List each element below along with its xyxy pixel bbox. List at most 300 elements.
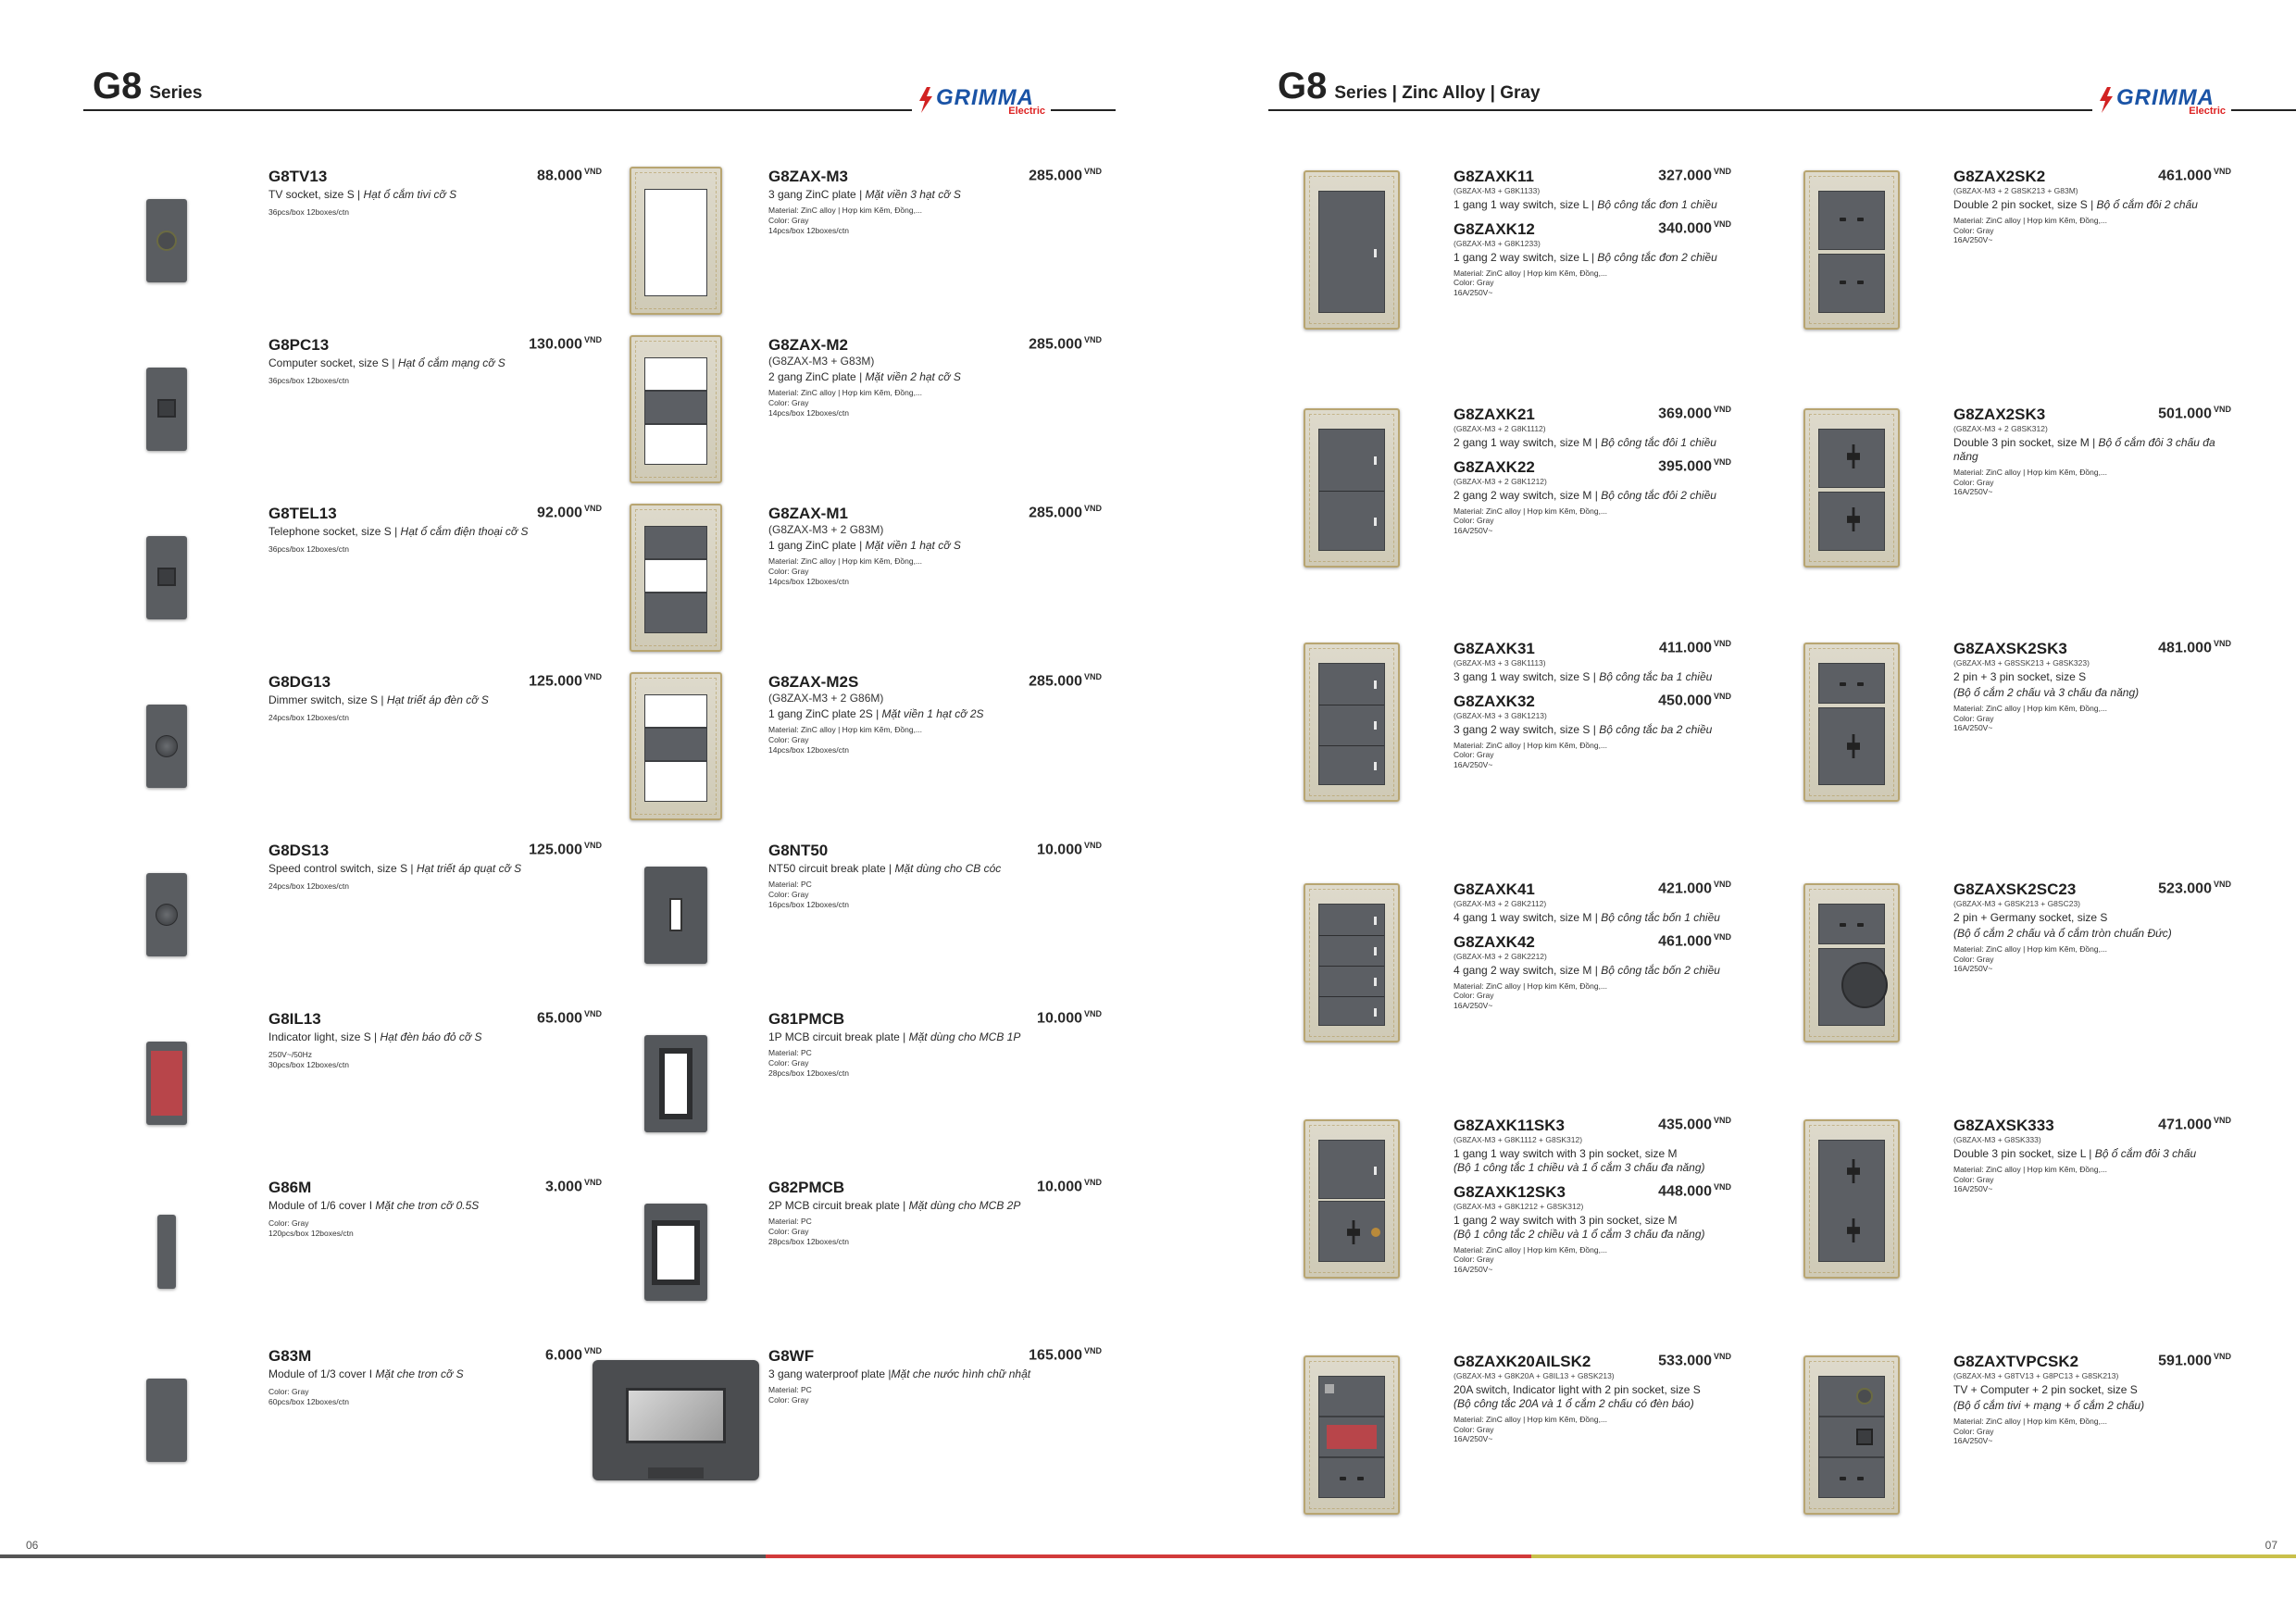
product-info xyxy=(1953,639,2231,733)
product-variant xyxy=(1454,457,1731,503)
description-vi: Bộ công tắc đôi 2 chiều xyxy=(1601,488,1716,502)
product-item xyxy=(574,504,1102,652)
pin xyxy=(1840,281,1846,284)
product-title-row xyxy=(1953,167,2231,186)
product-spec: Material: ZinC alloy | Hợp kim Kẽm, Đồng,... Color: Gray 16A/250V~ xyxy=(1953,703,2108,733)
price-currency: VND xyxy=(2213,880,2231,889)
product-item xyxy=(574,1009,1102,1157)
switch-1gang-icon xyxy=(1304,170,1400,330)
product-code: G8ZAXK12SK3 xyxy=(1454,1182,1566,1201)
product-item xyxy=(574,841,1102,989)
led-indicator xyxy=(1374,762,1377,770)
description-en: 1 gang 2 way switch, size L | xyxy=(1454,250,1598,264)
product-composition: (G8ZAX-M3 + 2 G86M) xyxy=(768,692,884,705)
product-info xyxy=(768,841,1102,909)
product-code: G8ZAXSK333 xyxy=(1953,1117,2054,1134)
price-value: 125.000 xyxy=(529,842,582,858)
product-item xyxy=(74,335,602,483)
plate-1gang-icon xyxy=(630,504,722,652)
product-composition: (G8ZAX-M3 + 2 G8SK312) xyxy=(1953,424,2048,434)
led-indicator xyxy=(1374,721,1377,730)
module-region xyxy=(1818,1457,1885,1498)
description-vi-line: (Bộ ổ cắm 2 chấu và ổ cắm tròn chuẩn Đức) xyxy=(1953,926,2172,940)
description-en: Double 2 pin socket, size S | xyxy=(1953,197,2097,211)
indicator-light-face xyxy=(151,1051,182,1116)
product-spec: Material: ZinC alloy | Hợp kim Kẽm, Đồng,... Color: Gray 16A/250V~ xyxy=(1953,1164,2108,1194)
price-currency: VND xyxy=(1713,691,1731,701)
pin xyxy=(1840,1477,1846,1480)
price-value: 6.000 xyxy=(544,1347,582,1364)
product-code: G8ZAXK12 xyxy=(1454,219,1535,238)
product-price xyxy=(1659,639,1731,657)
product-code: G8WF xyxy=(768,1347,815,1365)
description-en: Double 3 pin socket, size M | xyxy=(1953,435,2099,449)
right-series-subtitle: Series | Zinc Alloy | Gray xyxy=(1334,83,1541,103)
module-region xyxy=(1818,1140,1885,1262)
computer-socket-icon xyxy=(146,368,187,451)
product-thumb xyxy=(74,504,259,652)
product-spec: Material: ZinC alloy | Hợp kim Kẽm, Đồng,... Color: Gray 16A/250V~ xyxy=(1953,943,2108,974)
product-description xyxy=(268,862,602,876)
product-info xyxy=(1454,167,1731,298)
plate-3gang-icon xyxy=(630,167,722,315)
product-thumb xyxy=(1787,1352,1916,1518)
pin xyxy=(1840,218,1846,221)
description-vi: Mặt dùng cho MCB 2P xyxy=(908,1199,1021,1213)
price-value: 92.000 xyxy=(537,505,582,521)
module-region xyxy=(1818,663,1885,704)
divider xyxy=(1319,745,1384,746)
product-thumb xyxy=(574,672,778,820)
price-value: 10.000 xyxy=(1037,842,1082,858)
product-composition: (G8ZAX-M3 + 2 G8K1112) xyxy=(1454,424,1546,434)
price-value: 448.000 xyxy=(1658,1183,1712,1200)
pin xyxy=(1857,218,1864,221)
product-thumb xyxy=(574,1009,778,1157)
switch-3gang-icon xyxy=(1304,643,1400,802)
product-description xyxy=(768,370,1102,384)
product-title-row xyxy=(768,167,1102,186)
product-description xyxy=(1454,964,1731,978)
price-currency: VND xyxy=(1713,218,1731,229)
led-indicator xyxy=(1374,947,1377,955)
description-vi: Hạt đèn báo đỏ cỡ S xyxy=(380,1030,482,1044)
description-en: 1P MCB circuit break plate | xyxy=(768,1030,909,1044)
price-currency: VND xyxy=(583,167,602,176)
socket-2pin-3pin-icon xyxy=(1803,643,1900,802)
product-title-row xyxy=(1454,405,1731,424)
telephone-socket-icon xyxy=(146,536,187,619)
product-spec: Material: PC Color: Gray 16pcs/box 12boxes/ctn xyxy=(768,880,849,909)
product-pair xyxy=(1287,639,1787,815)
logo-mark-icon xyxy=(917,87,934,113)
description-vi: Hạt ổ cắm điện thoại cỡ S xyxy=(400,525,529,539)
description-en: 2 pin + 3 pin socket, size S xyxy=(1953,669,2087,683)
description-en: Indicator light, size S | xyxy=(268,1030,381,1044)
pin3 xyxy=(1347,1220,1360,1244)
price-currency: VND xyxy=(1083,1178,1102,1187)
product-title-row xyxy=(268,1009,602,1029)
product-description xyxy=(768,1199,1102,1213)
price-value: 285.000 xyxy=(1029,336,1082,353)
product-item xyxy=(1787,639,2287,815)
product-code: G83M xyxy=(268,1347,312,1365)
product-pair xyxy=(1287,405,1787,581)
product-description xyxy=(1454,489,1731,503)
description-vi: Mặt dùng cho CB cóc xyxy=(894,862,1002,876)
description-en: Speed control switch, size S | xyxy=(268,862,417,876)
description-vi: Bộ công tắc đơn 1 chiều xyxy=(1597,197,1717,211)
slot-icon xyxy=(659,1048,693,1119)
product-price xyxy=(1658,405,1731,423)
price-currency: VND xyxy=(1083,504,1102,513)
description-vi: Bộ công tắc ba 2 chiều xyxy=(1599,722,1713,736)
price-value: 395.000 xyxy=(1658,458,1712,475)
product-description xyxy=(268,188,602,202)
tv-socket-face xyxy=(156,231,177,251)
product-thumb xyxy=(574,1346,778,1494)
product-composition: (G8ZAX-M3 + G83M) xyxy=(768,355,875,368)
product-spec: Material: ZinC alloy | Hợp kim Kẽm, Đồng,... Color: Gray 16A/250V~ xyxy=(1953,215,2108,245)
pin xyxy=(1340,1477,1346,1480)
waterproof-plate-icon xyxy=(593,1360,759,1480)
plate-window xyxy=(644,526,707,559)
module-region xyxy=(1818,429,1885,488)
product-price xyxy=(1658,167,1731,185)
description-en: NT50 circuit break plate | xyxy=(768,862,895,876)
product-code: G8NT50 xyxy=(768,842,829,859)
pin xyxy=(1857,923,1864,927)
product-info xyxy=(768,1346,1102,1405)
product-spec: 24pcs/box 12boxes/ctn xyxy=(268,881,349,892)
description-vi: Bộ công tắc bốn 1 chiều xyxy=(1601,910,1720,924)
product-composition: (G8ZAX-M3 + 2 G8K2112) xyxy=(1454,899,1547,909)
led-indicator xyxy=(1374,1008,1377,1017)
price-value: 285.000 xyxy=(1029,168,1082,184)
product-code: G8ZAXK41 xyxy=(1454,880,1535,898)
product-thumb xyxy=(74,167,259,315)
product-composition: (G8ZAX-M3 + G8K1133) xyxy=(1454,186,1541,196)
product-price xyxy=(2158,1116,2231,1134)
product-info xyxy=(268,1178,602,1239)
description-vi: Bộ ổ cắm đôi 3 chấu đa năng xyxy=(1953,435,2215,463)
product-description xyxy=(1454,251,1731,265)
product-title-row xyxy=(1953,880,2231,899)
description-vi: Mặt viền 1 hạt cỡ 2S xyxy=(881,707,984,721)
description-vi: Bộ ổ cắm đôi 2 chấu xyxy=(2096,197,2198,211)
product-description xyxy=(268,693,602,707)
product-info xyxy=(1953,167,2231,245)
product-item xyxy=(74,504,602,652)
pin3 xyxy=(1847,1159,1860,1183)
product-info xyxy=(1454,405,1731,536)
product-info xyxy=(268,841,602,892)
product-variant xyxy=(1454,932,1731,978)
price-currency: VND xyxy=(583,1178,602,1187)
module-region xyxy=(1318,1417,1385,1457)
product-description xyxy=(1454,198,1731,212)
description-en: 3 gang waterproof plate | xyxy=(768,1367,892,1381)
description-en: 3 gang 1 way switch, size S | xyxy=(1454,669,1600,683)
slot-icon xyxy=(652,1220,700,1285)
product-price xyxy=(1658,1352,1731,1370)
plate-window xyxy=(644,424,707,465)
price-value: 461.000 xyxy=(2158,168,2212,184)
tv-jack xyxy=(1856,1388,1873,1405)
product-description xyxy=(1953,670,2231,684)
price-currency: VND xyxy=(1083,1346,1102,1355)
product-info xyxy=(768,1178,1102,1246)
product-code: G8IL13 xyxy=(268,1010,321,1028)
product-spec: Material: ZinC alloy | Hợp kim Kẽm, Đồng,... Color: Gray 16A/250V~ xyxy=(1454,268,1608,297)
price-value: 88.000 xyxy=(537,168,582,184)
product-title-row xyxy=(268,672,602,692)
price-value: 10.000 xyxy=(1037,1010,1082,1027)
product-description xyxy=(768,862,1102,876)
cover-1-6-icon xyxy=(157,1215,176,1289)
switch-socket-icon xyxy=(1304,1119,1400,1279)
mcb-2p-plate-icon xyxy=(644,1204,707,1301)
led-indicator xyxy=(1374,978,1377,986)
product-spec: Material: ZinC alloy | Hợp kim Kẽm, Đồng,... Color: Gray 16A/250V~ xyxy=(1953,467,2108,497)
led-indicator xyxy=(1374,456,1377,465)
module-region xyxy=(1818,1417,1885,1457)
product-price xyxy=(2158,880,2231,898)
description-en: Dimmer switch, size S | xyxy=(268,693,387,707)
switch-2gang-icon xyxy=(1304,408,1400,568)
product-title-row xyxy=(1454,457,1731,477)
description-en: 2 gang 1 way switch, size M | xyxy=(1454,435,1602,449)
product-code: G8TEL13 xyxy=(268,505,337,522)
right-series-title: G8 Series | Zinc Alloy | Gray xyxy=(1278,66,1541,106)
description-en: 20A switch, Indicator light with 2 pin socket, size S xyxy=(1454,1382,1701,1396)
plate-2gang-icon xyxy=(630,335,722,483)
product-code: G8ZAXTVPCSK2 xyxy=(1953,1353,2079,1370)
product-composition: (G8ZAX-M3 + 2 G8K1212) xyxy=(1454,477,1547,487)
product-title-row xyxy=(1454,932,1731,952)
price-value: 3.000 xyxy=(544,1179,582,1195)
price-value: 165.000 xyxy=(1029,1347,1082,1364)
product-description xyxy=(1454,1147,1731,1175)
product-title-row xyxy=(768,335,1102,355)
product-title-row xyxy=(268,1346,602,1366)
product-code: G8PC13 xyxy=(268,336,330,354)
module-region xyxy=(1818,1376,1885,1417)
module-region xyxy=(1318,904,1385,1026)
switch-4gang-icon xyxy=(1304,883,1400,1042)
cover-1-3-icon xyxy=(146,1379,187,1462)
product-price xyxy=(1029,672,1102,691)
product-item xyxy=(1787,1116,2287,1292)
product-title-row xyxy=(768,1178,1102,1197)
product-spec: Color: Gray 120pcs/box 12boxes/ctn xyxy=(268,1218,354,1238)
product-thumb xyxy=(1287,405,1416,571)
product-thumb xyxy=(574,167,778,315)
product-thumb xyxy=(1287,167,1416,333)
product-code: G8ZAX2SK2 xyxy=(1953,168,2046,185)
product-title-row xyxy=(768,841,1102,860)
product-price xyxy=(1658,1182,1731,1201)
product-thumb xyxy=(74,1009,259,1157)
pin xyxy=(1840,682,1846,686)
product-price xyxy=(1037,1178,1102,1196)
product-description xyxy=(768,1030,1102,1044)
price-currency: VND xyxy=(2213,405,2231,414)
product-code: G8ZAXK22 xyxy=(1454,457,1535,476)
socket-germany-icon xyxy=(1803,883,1900,1042)
module-region xyxy=(1318,663,1385,785)
product-code: G8TV13 xyxy=(268,168,328,185)
pin3 xyxy=(1847,444,1860,468)
plate-window xyxy=(644,391,707,424)
product-price xyxy=(1658,692,1731,710)
speed-control-face xyxy=(156,904,178,926)
description-vi: Bộ ổ cắm đôi 3 chấu xyxy=(2094,1146,2197,1160)
product-info xyxy=(768,335,1102,418)
price-currency: VND xyxy=(1713,880,1731,889)
description-vi: (Bộ 1 công tắc 1 chiều và 1 ổ cắm 3 chấu đa năng) xyxy=(1454,1160,1705,1174)
product-title-row xyxy=(1454,880,1731,899)
product-description xyxy=(1454,723,1731,737)
product-description xyxy=(1953,198,2231,212)
price-currency: VND xyxy=(1083,1009,1102,1018)
product-spec: Material: PC Color: Gray 28pcs/box 12boxes/ctn xyxy=(768,1048,849,1078)
product-description xyxy=(268,525,602,539)
nt50-plate-icon xyxy=(644,867,707,964)
price-currency: VND xyxy=(1713,167,1731,176)
logo-mark-icon xyxy=(2098,87,2115,113)
price-value: 285.000 xyxy=(1029,505,1082,521)
pin3 xyxy=(1847,507,1860,531)
product-price xyxy=(1658,1116,1731,1134)
product-description xyxy=(1953,436,2231,464)
product-thumb xyxy=(1787,1116,1916,1282)
product-title-row xyxy=(768,504,1102,523)
product-thumb xyxy=(74,1346,259,1494)
product-description xyxy=(268,1030,602,1044)
product-thumb xyxy=(1287,1352,1416,1518)
product-spec: Color: Gray 60pcs/box 12boxes/ctn xyxy=(268,1387,349,1406)
product-spec: 36pcs/box 12boxes/ctn xyxy=(268,544,349,555)
product-variant xyxy=(1454,639,1731,684)
description-vi-line: (Bộ ổ cắm tivi + mạng + ổ cắm 2 chấu) xyxy=(1953,1398,2145,1412)
product-composition: (G8ZAX-M3 + 2 G8SK213 + G83M) xyxy=(1953,186,2078,196)
product-title-row xyxy=(1454,1352,1731,1371)
product-info xyxy=(1953,1116,2231,1194)
product-info xyxy=(768,672,1102,755)
product-price xyxy=(1037,841,1102,859)
price-currency: VND xyxy=(1083,335,1102,344)
product-pair xyxy=(1287,880,1787,1055)
product-code: G81PMCB xyxy=(768,1010,845,1028)
product-spec: 36pcs/box 12boxes/ctn xyxy=(268,376,349,386)
product-code: G8DG13 xyxy=(268,673,331,691)
product-pair xyxy=(1287,1116,1787,1292)
product-composition: (G8ZAX-M3 + G8K1112 + G8SK312) xyxy=(1454,1135,1583,1145)
speed-control-icon xyxy=(146,873,187,956)
pin3 xyxy=(1847,734,1860,758)
price-currency: VND xyxy=(583,841,602,850)
telephone-socket-face xyxy=(157,568,176,586)
product-code: G8ZAXK11 xyxy=(1454,168,1534,185)
description-vi: Bộ công tắc bốn 2 chiều xyxy=(1601,963,1720,977)
product-spec: 36pcs/box 12boxes/ctn xyxy=(268,207,349,218)
product-composition: (G8ZAX-M3 + G8K1212 + G8SK312) xyxy=(1454,1202,1584,1212)
product-item xyxy=(1787,1352,2287,1528)
mcb-1p-plate-icon xyxy=(644,1035,707,1132)
product-item xyxy=(574,672,1102,820)
product-item xyxy=(1787,405,2287,581)
product-variant xyxy=(1454,219,1731,265)
product-description xyxy=(768,539,1102,553)
product-item xyxy=(74,167,602,315)
product-thumb xyxy=(574,504,778,652)
led-indicator xyxy=(1325,1384,1334,1393)
description-en: 2 gang 2 way switch, size M | xyxy=(1454,488,1602,502)
description-en: Computer socket, size S | xyxy=(268,356,398,370)
product-thumb xyxy=(1287,639,1416,805)
price-currency: VND xyxy=(1713,639,1731,648)
product-variant xyxy=(1454,405,1731,450)
product-composition: (G8ZAX-M3 + 2 G83M) xyxy=(768,523,884,537)
product-spec: Material: ZinC alloy | Hợp kim Kẽm, Đồng,... Color: Gray 16A/250V~ xyxy=(1953,1416,2108,1446)
product-title-row xyxy=(1454,639,1731,658)
product-item xyxy=(574,335,1102,483)
product-title-row xyxy=(268,335,602,355)
product-spec: Material: ZinC alloy | Hợp kim Kẽm, Đồng,... Color: Gray 16A/250V~ xyxy=(1454,740,1608,769)
module-region xyxy=(1318,1376,1385,1417)
product-info xyxy=(268,504,602,555)
plate-window xyxy=(644,357,707,391)
product-description xyxy=(268,356,602,370)
led-indicator xyxy=(1374,518,1377,526)
product-composition: (G8ZAX-M3 + G8K20A + G8IL13 + G8SK213) xyxy=(1454,1371,1615,1381)
grimma-logo: GRIMMA Electric xyxy=(912,83,1051,119)
product-spec: Material: ZinC alloy | Hợp kim Kẽm, Đồng,... Color: Gray 14pcs/box 12boxes/ctn xyxy=(768,388,923,418)
product-item xyxy=(574,1346,1102,1494)
description-en: TV socket, size S | xyxy=(268,188,364,202)
product-info xyxy=(268,1346,602,1407)
plate-window xyxy=(644,728,707,761)
price-value: 130.000 xyxy=(529,336,582,353)
price-value: 369.000 xyxy=(1658,406,1712,422)
product-code: G8ZAXK42 xyxy=(1454,932,1535,951)
product-spec: Material: ZinC alloy | Hợp kim Kẽm, Đồng,... Color: Gray 14pcs/box 12boxes/ctn xyxy=(768,206,923,235)
product-composition: (G8ZAX-M3 + G8TV13 + G8PC13 + G8SK213) xyxy=(1953,1371,2119,1381)
product-description xyxy=(1454,1214,1731,1242)
price-currency: VND xyxy=(2213,1116,2231,1125)
price-currency: VND xyxy=(1083,672,1102,681)
description-vi: Mặt che trơn cỡ 0.5S xyxy=(375,1199,480,1213)
description-en: 1 gang ZinC plate | xyxy=(768,539,866,553)
product-title-row xyxy=(268,504,602,523)
product-spec: Material: ZinC alloy | Hợp kim Kẽm, Đồng,... Color: Gray 14pcs/box 12boxes/ctn xyxy=(768,556,923,586)
indicator-light-icon xyxy=(146,1042,187,1125)
slot-icon xyxy=(669,898,682,931)
product-thumb xyxy=(574,841,778,989)
product-spec: Material: ZinC alloy | Hợp kim Kẽm, Đồng,... Color: Gray 16A/250V~ xyxy=(1454,1244,1608,1274)
product-title-row xyxy=(1953,1352,2231,1371)
description-en: Module of 1/3 cover I xyxy=(268,1367,376,1381)
description-en: 4 gang 1 way switch, size M | xyxy=(1454,910,1602,924)
left-series-title: G8 Series xyxy=(93,66,203,106)
pin3 xyxy=(1847,1218,1860,1242)
product-title-row xyxy=(768,1346,1102,1366)
product-title-row xyxy=(1454,1182,1731,1202)
price-currency: VND xyxy=(2213,639,2231,648)
description-vi: Mặt viền 1 hạt cỡ S xyxy=(865,539,961,553)
product-composition: (G8ZAX-M3 + G8SSK213 + G8SK323) xyxy=(1953,658,2090,668)
